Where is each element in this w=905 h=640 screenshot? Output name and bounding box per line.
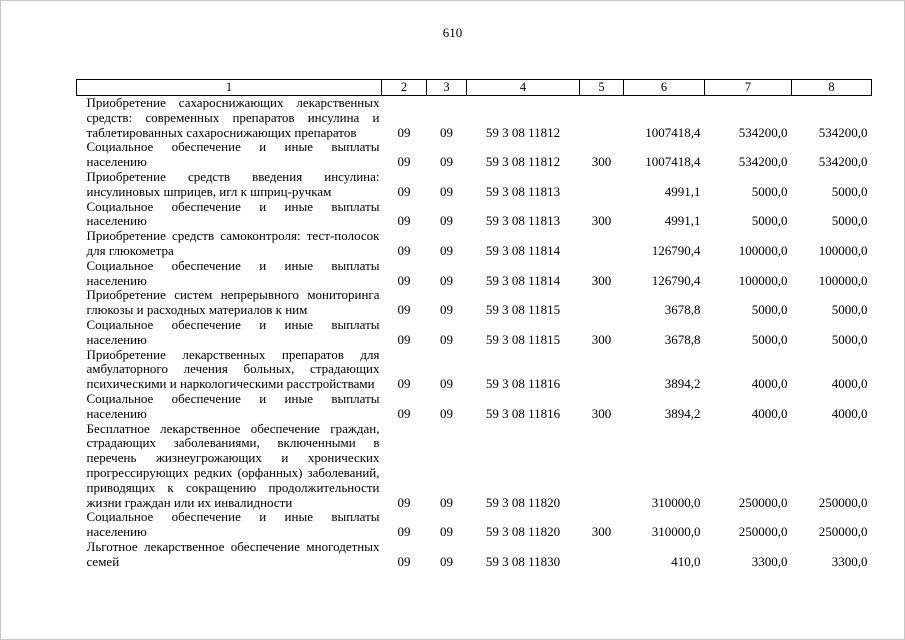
cell-expense-type-code: 300 <box>591 524 612 540</box>
table-row <box>77 318 872 348</box>
cell-amount-year3: 250000,0 <box>818 524 868 540</box>
cell-description: Льготное лекарственное обеспечение многодетных семей <box>86 538 380 569</box>
column-header-7: 7 <box>705 80 792 96</box>
cell-description: Приобретение сахароснижающих лекарственных средств: современных препаратов инсулина и таблетированных сахароснижающих препаратов <box>86 95 380 140</box>
cell-amount-year2: 5000,0 <box>751 213 788 229</box>
cell-target-article-code: 59 3 08 11812 <box>485 124 561 140</box>
cell-subsection-code: 09 <box>440 154 453 170</box>
cell-section-code: 09 <box>397 376 411 392</box>
cell-target-article-code: 59 3 08 11814 <box>485 272 561 288</box>
cell-amount-year2: 5000,0 <box>751 302 788 318</box>
cell-subsection-code: 09 <box>440 272 453 288</box>
cell-amount-year3: 250000,0 <box>818 494 868 510</box>
cell-description: Приобретение лекарственных препаратов для амбулаторного лечения больных, страдающих психическими и наркологическими расстройствами <box>86 346 380 392</box>
cell-section-code: 09 <box>397 331 411 347</box>
column-header-5: 5 <box>580 80 624 96</box>
cell-expense-type-code: 300 <box>591 272 612 288</box>
table-row <box>77 422 872 511</box>
cell-amount-year1: 4991,1 <box>664 213 701 229</box>
table-row <box>77 288 872 318</box>
cell-section-code: 09 <box>397 272 411 288</box>
cell-amount-year1: 3678,8 <box>664 331 701 347</box>
cell-section-code: 09 <box>397 494 411 510</box>
cell-target-article-code: 59 3 08 11813 <box>485 183 561 199</box>
cell-amount-year2: 5000,0 <box>751 331 788 347</box>
cell-amount-year1: 1007418,4 <box>645 124 701 140</box>
table-row <box>77 140 872 170</box>
cell-amount-year2: 5000,0 <box>751 183 788 199</box>
cell-amount-year2: 100000,0 <box>738 272 788 288</box>
cell-amount-year2: 4000,0 <box>751 376 788 392</box>
table-row <box>77 540 872 570</box>
cell-expense-type-code <box>580 229 624 259</box>
cell-section-code: 09 <box>397 213 411 229</box>
table-row <box>77 510 872 540</box>
table-row <box>77 170 872 200</box>
cell-amount-year1: 126790,4 <box>651 272 701 288</box>
cell-amount-year3: 4000,0 <box>831 405 868 421</box>
cell-expense-type-code <box>580 170 624 200</box>
cell-target-article-code: 59 3 08 11820 <box>485 494 561 510</box>
cell-amount-year2: 4000,0 <box>751 405 788 421</box>
cell-section-code: 09 <box>397 154 411 170</box>
cell-description: Социальное обеспечение и иные выплаты населению <box>86 509 380 540</box>
cell-amount-year3: 100000,0 <box>818 272 868 288</box>
cell-amount-year1: 1007418,4 <box>645 154 701 170</box>
cell-target-article-code: 59 3 08 11816 <box>485 376 561 392</box>
cell-section-code: 09 <box>397 242 411 258</box>
cell-amount-year3: 5000,0 <box>831 302 868 318</box>
cell-subsection-code: 09 <box>440 213 453 229</box>
cell-target-article-code: 59 3 08 11815 <box>485 331 561 347</box>
cell-target-article-code: 59 3 08 11830 <box>485 553 561 569</box>
cell-target-article-code: 59 3 08 11813 <box>485 213 561 229</box>
cell-section-code: 09 <box>397 405 411 421</box>
cell-expense-type-code: 300 <box>591 331 612 347</box>
table-body <box>77 96 872 570</box>
budget-table <box>76 79 872 570</box>
cell-amount-year2: 534200,0 <box>738 154 788 170</box>
cell-section-code: 09 <box>397 553 411 569</box>
cell-target-article-code: 59 3 08 11815 <box>485 302 561 318</box>
cell-description: Социальное обеспечение и иные выплаты населению <box>86 139 380 170</box>
cell-expense-type-code <box>580 96 624 141</box>
cell-subsection-code: 09 <box>440 405 453 421</box>
cell-expense-type-code <box>580 540 624 570</box>
column-header-2: 2 <box>382 80 427 96</box>
cell-subsection-code: 09 <box>440 494 453 510</box>
column-header-4: 4 <box>467 80 580 96</box>
cell-amount-year3: 4000,0 <box>831 376 868 392</box>
table-row <box>77 392 872 422</box>
cell-amount-year1: 410,0 <box>671 553 701 569</box>
column-header-6: 6 <box>624 80 705 96</box>
column-header-3: 3 <box>427 80 467 96</box>
cell-amount-year1: 310000,0 <box>651 494 701 510</box>
cell-subsection-code: 09 <box>440 553 453 569</box>
cell-description: Приобретение средств введения инсулина: инсулиновых шприцев, игл к шприц-ручкам <box>86 168 380 199</box>
cell-amount-year3: 534200,0 <box>818 124 868 140</box>
cell-expense-type-code: 300 <box>591 213 612 229</box>
table-header <box>77 80 872 96</box>
cell-subsection-code: 09 <box>440 302 453 318</box>
cell-amount-year3: 100000,0 <box>818 242 868 258</box>
cell-subsection-code: 09 <box>440 376 453 392</box>
cell-subsection-code: 09 <box>440 524 453 540</box>
table-row <box>77 96 872 141</box>
cell-description: Социальное обеспечение и иные выплаты населению <box>86 390 380 421</box>
cell-description: Приобретение систем непрерывного мониторинга глюкозы и расходных материалов к ним <box>86 287 380 318</box>
table-row <box>77 348 872 392</box>
cell-amount-year3: 5000,0 <box>831 183 868 199</box>
cell-subsection-code: 09 <box>440 183 453 199</box>
cell-amount-year1: 3894,2 <box>664 376 701 392</box>
cell-target-article-code: 59 3 08 11816 <box>485 405 561 421</box>
cell-amount-year3: 3300,0 <box>831 553 868 569</box>
cell-section-code: 09 <box>397 524 411 540</box>
cell-description: Приобретение средств самоконтроля: тест-полосок для глюкометра <box>86 228 380 258</box>
cell-expense-type-code <box>580 422 624 511</box>
cell-amount-year2: 100000,0 <box>738 242 788 258</box>
cell-section-code: 09 <box>397 183 411 199</box>
cell-section-code: 09 <box>397 124 411 140</box>
table-row <box>77 200 872 230</box>
cell-section-code: 09 <box>397 302 411 318</box>
cell-expense-type-code <box>580 348 624 392</box>
cell-amount-year1: 310000,0 <box>651 524 701 540</box>
cell-description: Социальное обеспечение и иные выплаты населению <box>86 257 380 288</box>
cell-expense-type-code: 300 <box>591 154 612 170</box>
cell-subsection-code: 09 <box>440 242 453 258</box>
cell-subsection-code: 09 <box>440 331 453 347</box>
table-row <box>77 259 872 289</box>
cell-expense-type-code: 300 <box>591 405 612 421</box>
cell-target-article-code: 59 3 08 11820 <box>485 524 561 540</box>
cell-amount-year1: 4991,1 <box>664 183 701 199</box>
column-number-row <box>77 80 872 96</box>
cell-description: Бесплатное лекарственное обеспечение граждан, страдающих заболеваниями, включенными в перечень жизнеугрожающих и хронических прогрессирующих редких (орфанных) заболеваний, приводящих к сокращению продолжительности жизни граждан или их инвалидности <box>86 420 380 510</box>
cell-description: Социальное обеспечение и иные выплаты населению <box>86 198 380 229</box>
cell-amount-year1: 3678,8 <box>664 302 701 318</box>
cell-amount-year2: 534200,0 <box>738 124 788 140</box>
cell-target-article-code: 59 3 08 11814 <box>485 242 561 258</box>
cell-target-article-code: 59 3 08 11812 <box>485 154 561 170</box>
cell-subsection-code: 09 <box>440 124 453 140</box>
cell-amount-year2: 250000,0 <box>738 524 788 540</box>
cell-expense-type-code <box>580 288 624 318</box>
cell-amount-year1: 3894,2 <box>664 405 701 421</box>
cell-amount-year2: 250000,0 <box>738 494 788 510</box>
cell-amount-year1: 126790,4 <box>651 242 701 258</box>
column-header-8: 8 <box>792 80 872 96</box>
cell-amount-year3: 5000,0 <box>831 213 868 229</box>
cell-description: Социальное обеспечение и иные выплаты населению <box>86 316 380 347</box>
page-number: 610 <box>442 25 463 40</box>
cell-amount-year3: 5000,0 <box>831 331 868 347</box>
column-header-1: 1 <box>77 80 382 96</box>
cell-amount-year3: 534200,0 <box>818 154 868 170</box>
cell-amount-year2: 3300,0 <box>751 553 788 569</box>
table-row <box>77 229 872 259</box>
